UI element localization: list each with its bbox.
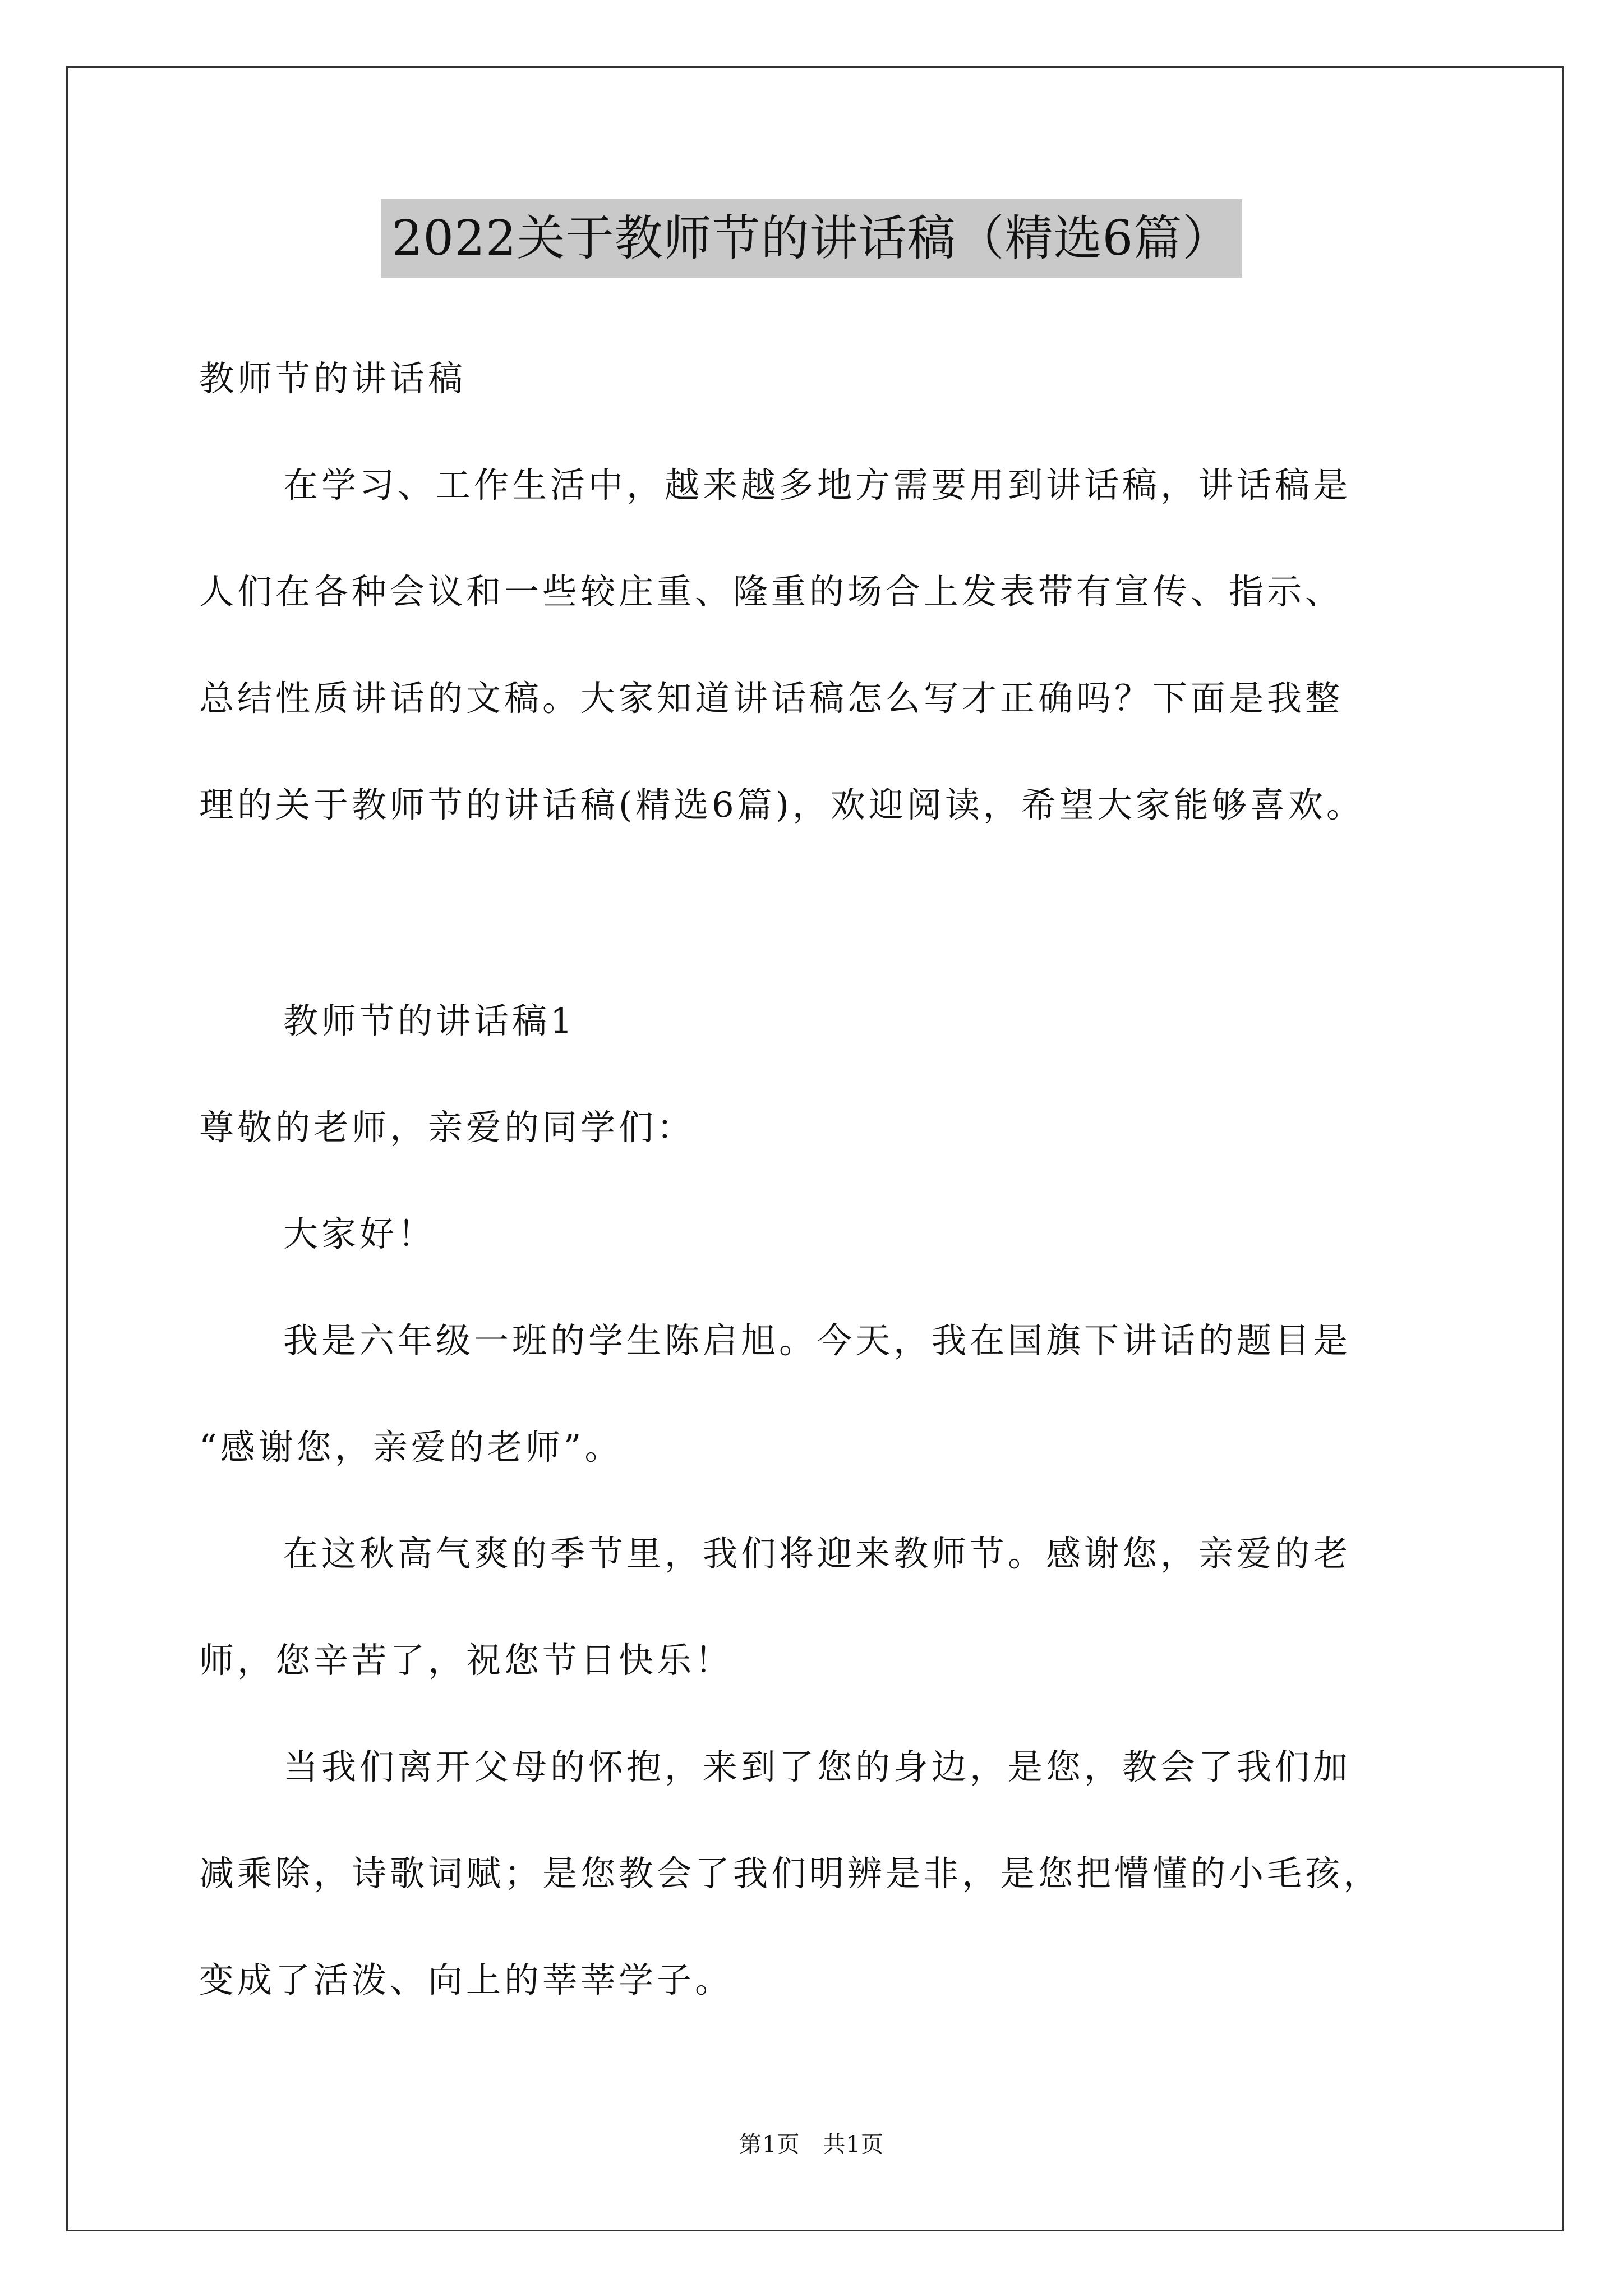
document-title: 2022关于教师节的讲话稿（精选6篇） [381,199,1243,278]
paragraph-line: 当我们离开父母的怀抱，来到了您的身边，是您，教会了我们加 [283,1746,1352,1787]
paragraph-line: 师，您辛苦了，祝您节日快乐！ [199,1640,734,1681]
paragraph-line: “感谢您，亲爱的老师”。 [199,1427,623,1467]
title-container [0,199,1623,278]
paragraph-line: 人们在各种会议和一些较庄重、隆重的场合上发表带有宣传、指示、 [199,571,1344,612]
paragraph-line: 变成了活泼、向上的莘莘学子。 [199,1959,734,2000]
paragraph-line: 减乘除，诗歌词赋；是您教会了我们明辨是非，是您把懵懂的小毛孩， [199,1853,1382,1894]
paragraph-line: 在学习、工作生活中，越来越多地方需要用到讲话稿，讲话稿是 [283,464,1352,505]
paragraph-line: 在这秋高气爽的季节里，我们将迎来教师节。感谢您，亲爱的老 [283,1533,1352,1574]
paragraph-line: 理的关于教师节的讲话稿(精选6篇)，欢迎阅读，希望大家能够喜欢。 [199,784,1364,825]
salutation: 尊敬的老师，亲爱的同学们： [199,1107,695,1148]
speech-heading: 教师节的讲话稿1 [283,1000,576,1041]
page-footer: 第1页 共1页 [739,2132,884,2157]
paragraph-line: 我是六年级一班的学生陈启旭。今天，我在国旗下讲话的题目是 [283,1320,1352,1361]
greeting: 大家好！ [283,1213,436,1254]
paragraph-line: 总结性质讲话的文稿。大家知道讲话稿怎么写才正确吗？下面是我整 [199,678,1344,719]
section-heading: 教师节的讲话稿 [199,358,467,399]
